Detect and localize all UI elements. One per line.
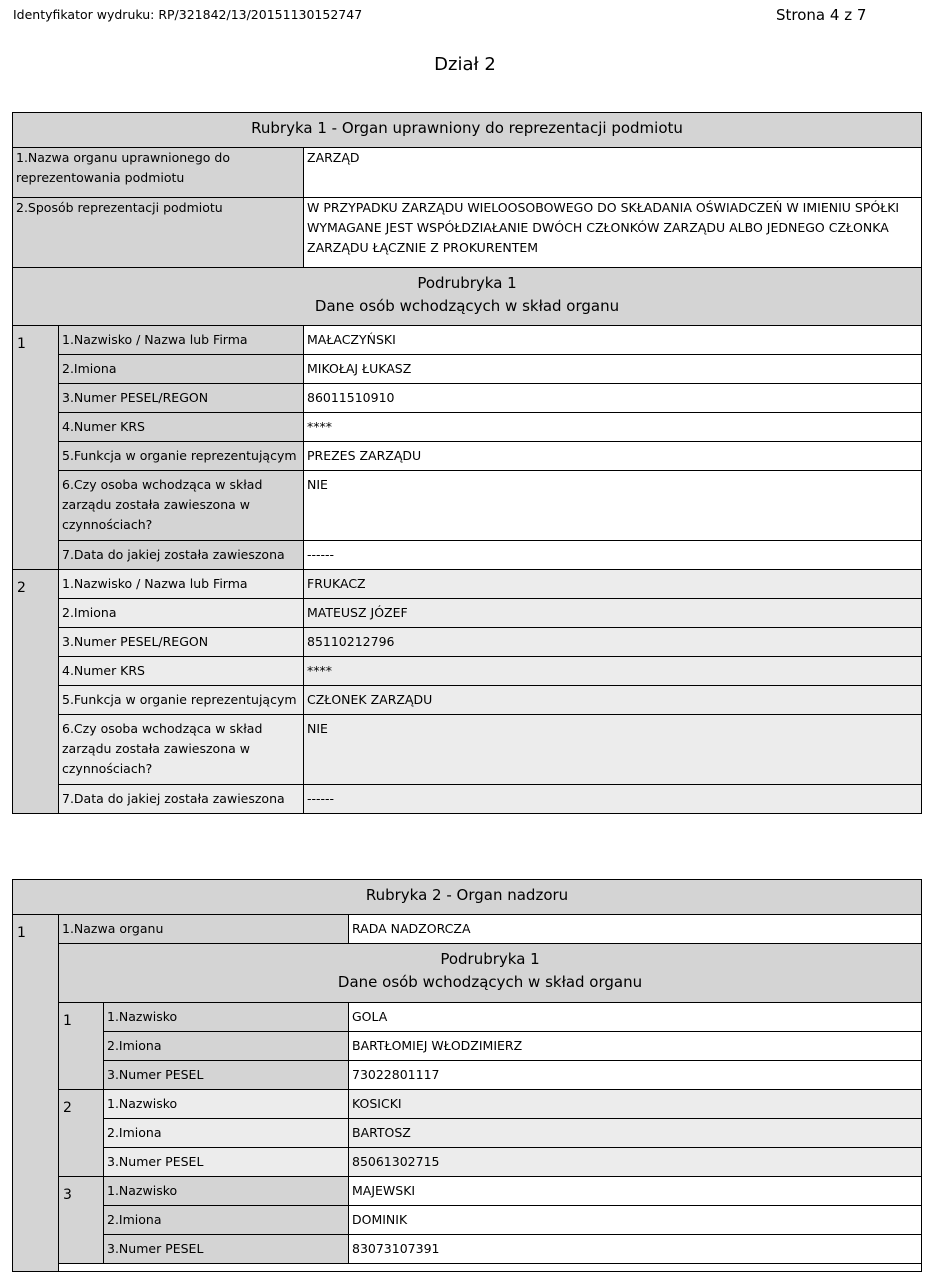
field-label: 6.Czy osoba wchodząca w skład zarządu została zawieszona w czynnościach? [59,715,304,785]
rubryka-1-table [12,112,922,814]
person-number: 1 [13,326,59,570]
field-label: 3.Numer PESEL [104,1148,349,1177]
field-label: 7.Data do jakiej została zawieszona [59,541,304,570]
table-continuation [59,1264,922,1272]
subsection-header [59,944,922,1003]
field-label: 5.Funkcja w organie reprezentującym [59,686,304,715]
organ-number: 1 [13,915,59,1272]
field-label: 1.Nazwisko / Nazwa lub Firma [59,326,304,355]
representation-label: 2.Sposób reprezentacji podmiotu [13,198,304,268]
page-number: Strona 4 z 7 [776,6,867,24]
field-value: MIKOŁAJ ŁUKASZ [304,355,922,384]
field-label: 1.Nazwisko / Nazwa lub Firma [59,570,304,599]
field-value: BARTOSZ [349,1119,922,1148]
field-label: 4.Numer KRS [59,657,304,686]
field-label: 1.Nazwisko [104,1177,349,1206]
field-label: 7.Data do jakiej została zawieszona [59,785,304,814]
rubryka-2-table [12,879,922,1272]
field-value: 86011510910 [304,384,922,413]
field-value: CZŁONEK ZARZĄDU [304,686,922,715]
subsection-title: Podrubryka 1 [440,950,540,968]
field-value: KOSICKI [349,1090,922,1119]
field-value: ------ [304,785,922,814]
field-value: FRUKACZ [304,570,922,599]
field-label: 2.Imiona [104,1032,349,1061]
field-value: **** [304,413,922,442]
print-identifier: Identyfikator wydruku: RP/321842/13/20151130152747 [13,7,363,22]
field-value: NIE [304,715,922,785]
field-value: DOMINIK [349,1206,922,1235]
subsection-subtitle: Dane osób wchodzących w skład organu [314,297,620,315]
person-number: 2 [13,570,59,814]
field-label: 2.Imiona [59,355,304,384]
field-value: ------ [304,541,922,570]
organ-name-value: ZARZĄD [304,148,922,198]
field-label: 5.Funkcja w organie reprezentującym [59,442,304,471]
member-number: 1 [59,1003,104,1090]
rubryka-1-title: Rubryka 1 - Organ uprawniony do reprezentacji podmiotu [13,113,922,148]
field-value: 83073107391 [349,1235,922,1264]
field-label: 3.Numer PESEL/REGON [59,628,304,657]
field-value: NIE [304,471,922,541]
field-label: 2.Imiona [59,599,304,628]
subsection-subtitle: Dane osób wchodzących w skład organu [337,973,643,991]
field-value: 85061302715 [349,1148,922,1177]
field-value: MAJEWSKI [349,1177,922,1206]
field-value: MAŁACZYŃSKI [304,326,922,355]
field-value: MATEUSZ JÓZEF [304,599,922,628]
field-label: 3.Numer PESEL [104,1235,349,1264]
field-label: 1.Nazwisko [104,1003,349,1032]
section-title: Dział 2 [434,54,496,75]
subsection-header [13,268,922,326]
organ-name-label: 1.Nazwa organu uprawnionego do reprezentowania podmiotu [13,148,304,198]
rubryka-2-title: Rubryka 2 - Organ nadzoru [13,880,922,915]
representation-value: W PRZYPADKU ZARZĄDU WIELOOSOBOWEGO DO SKŁADANIA OŚWIADCZEŃ W IMIENIU SPÓŁKI WYMAGANE JEST WSPÓŁDZIAŁANIE DWÓCH CZŁONKÓW ZARZĄDU ALBO JEDNEGO CZŁONKA ZARZĄDU ŁĄCZNIE Z PROKURENTEM [304,198,922,268]
field-label: 2.Imiona [104,1206,349,1235]
field-label: 1.Nazwisko [104,1090,349,1119]
field-value: 85110212796 [304,628,922,657]
field-label: 4.Numer KRS [59,413,304,442]
field-value: 73022801117 [349,1061,922,1090]
field-label: 6.Czy osoba wchodząca w skład zarządu została zawieszona w czynnościach? [59,471,304,541]
field-value: PREZES ZARZĄDU [304,442,922,471]
field-label: 3.Numer PESEL/REGON [59,384,304,413]
organ-value: RADA NADZORCZA [349,915,922,944]
field-label: 2.Imiona [104,1119,349,1148]
organ-label: 1.Nazwa organu [59,915,349,944]
field-label: 3.Numer PESEL [104,1061,349,1090]
member-number: 2 [59,1090,104,1177]
field-value: GOLA [349,1003,922,1032]
field-value: BARTŁOMIEJ WŁODZIMIERZ [349,1032,922,1061]
subsection-title: Podrubryka 1 [417,274,517,292]
field-value: **** [304,657,922,686]
member-number: 3 [59,1177,104,1264]
